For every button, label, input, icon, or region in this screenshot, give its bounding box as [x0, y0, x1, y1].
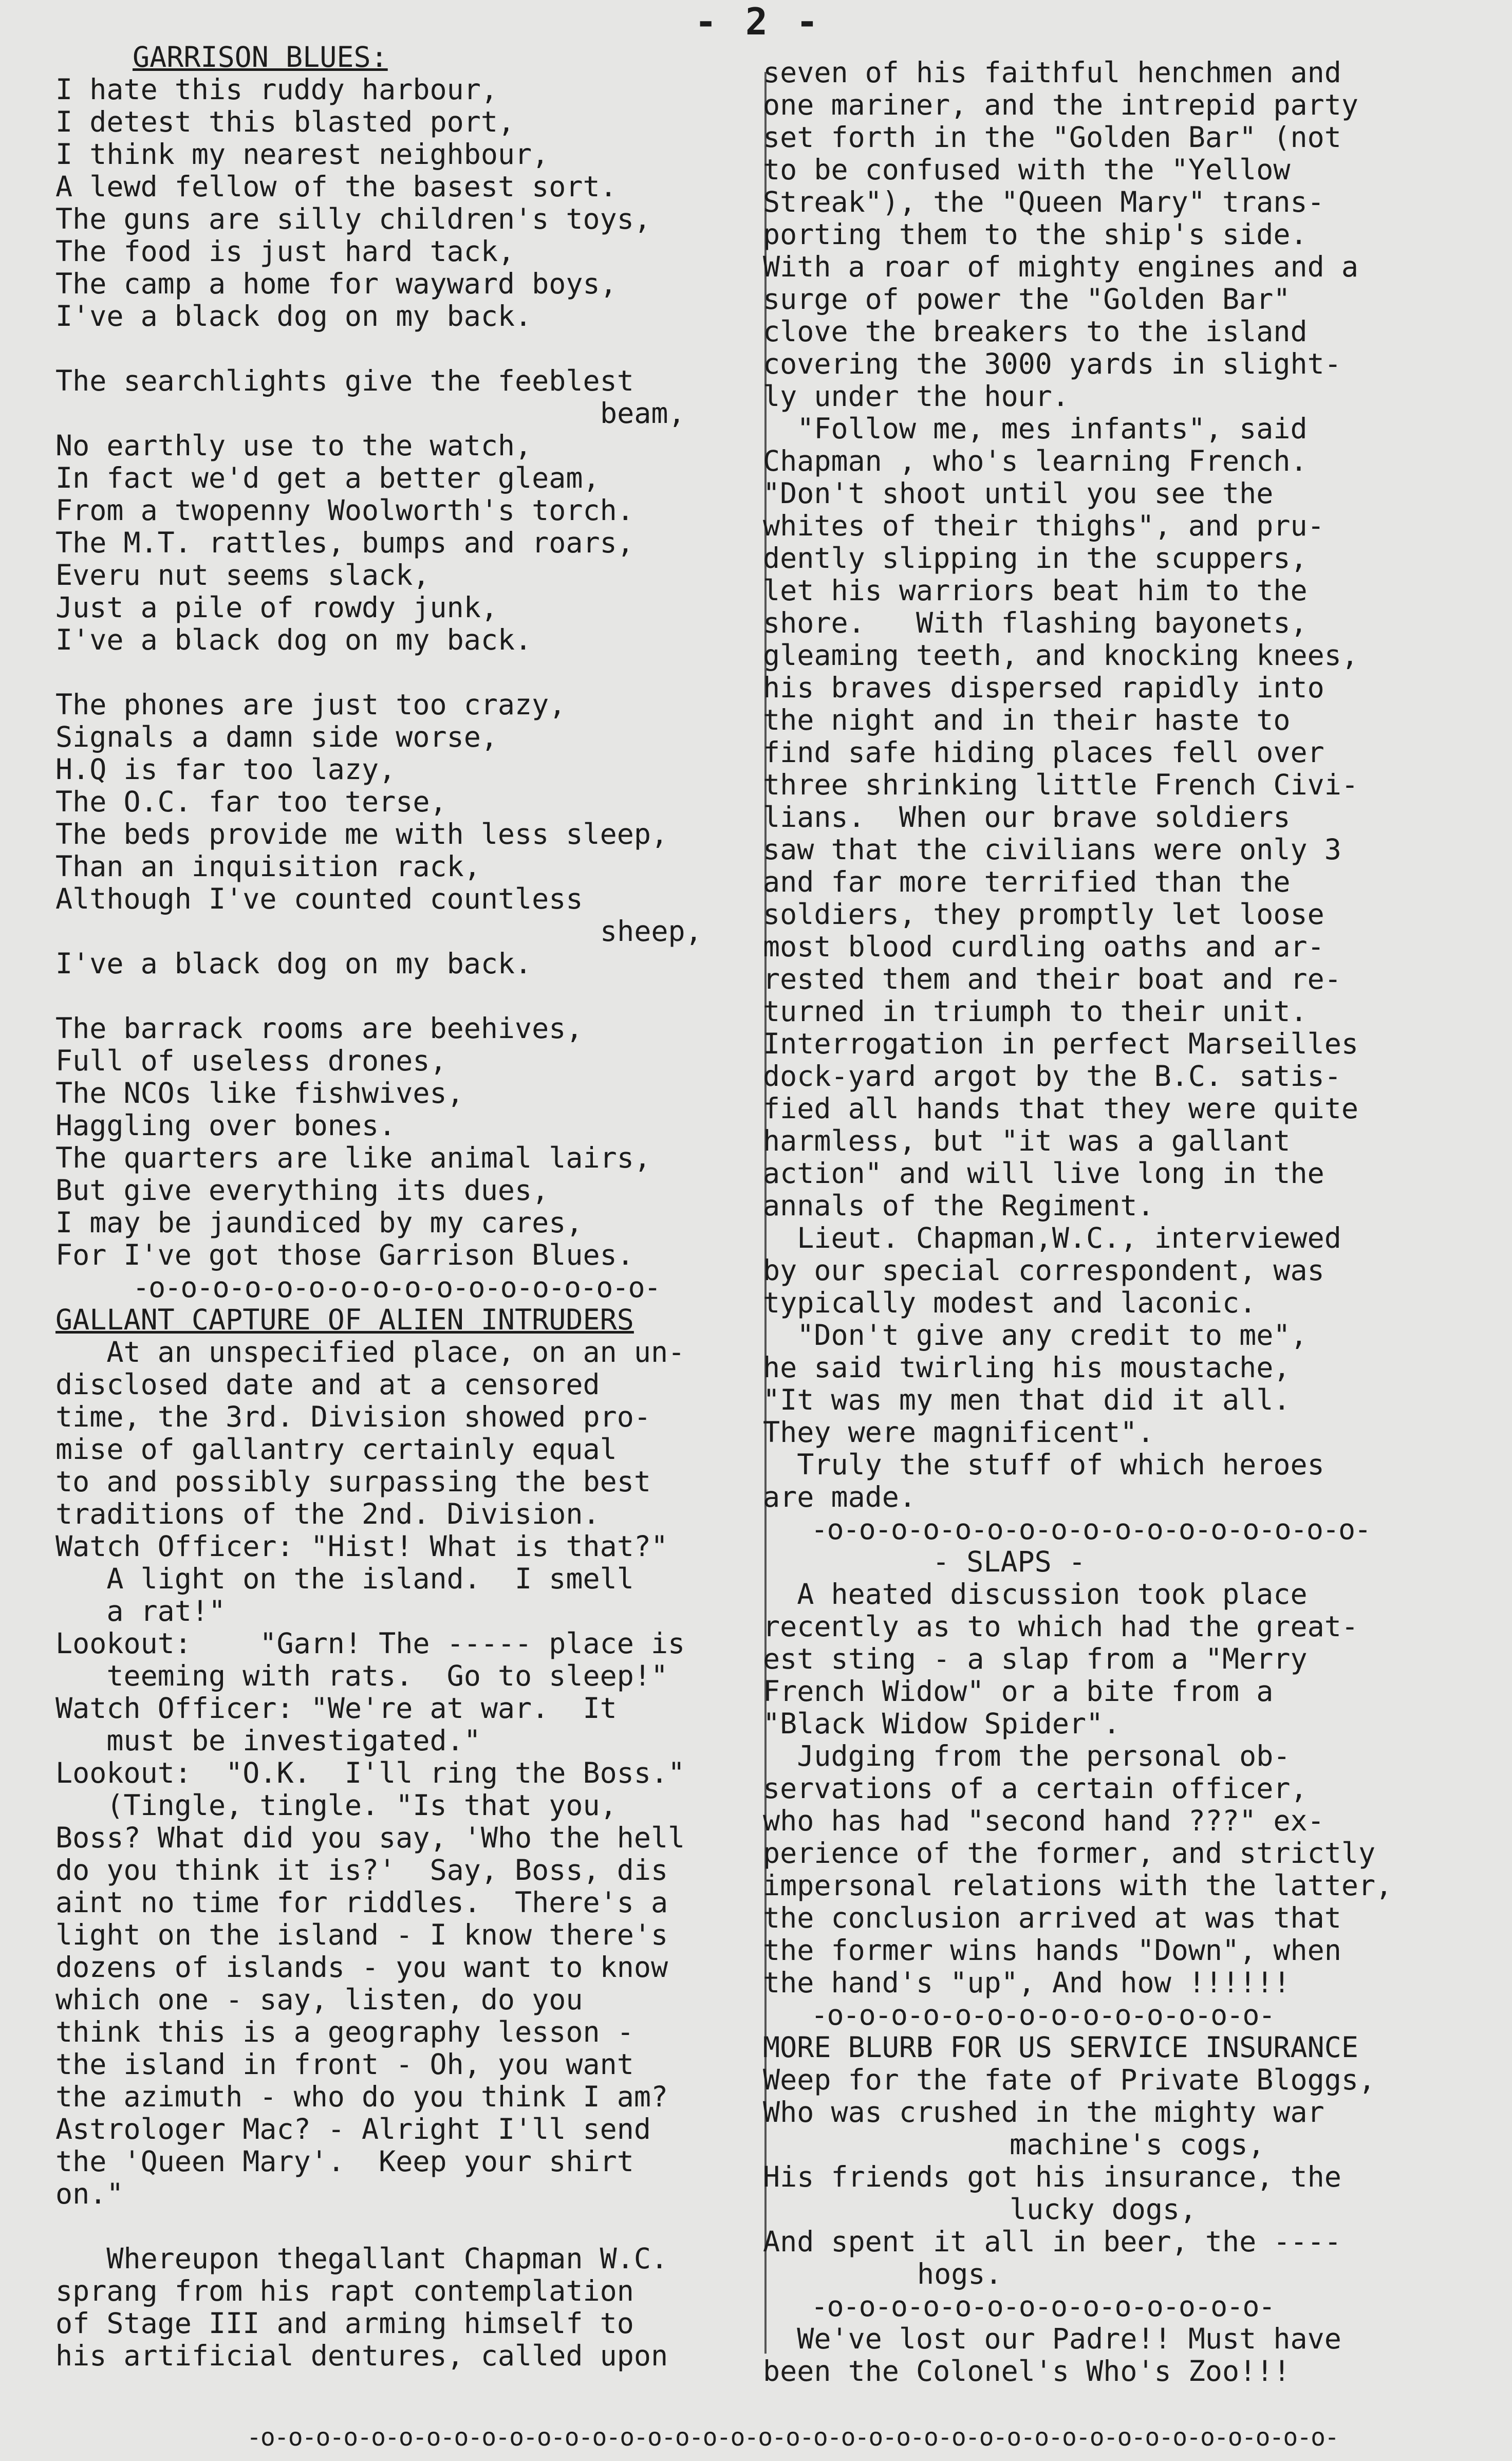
right-column-line: most blood curdling oaths and ar- — [763, 930, 1324, 963]
right-column-line: perience of the former, and strictly — [763, 1837, 1376, 1870]
left-column-line: But give everything its dues, — [55, 1174, 549, 1207]
left-column-line: Everu nut seems slack, — [55, 559, 430, 591]
left-column-line: disclosed date and at a censored — [55, 1368, 600, 1401]
left-column-line: From a twopenny Woolworth's torch. — [55, 494, 634, 527]
right-column-line: been the Colonel's Who's Zoo!!! — [763, 2355, 1291, 2388]
right-column-line: harmless, but "it was a gallant — [763, 1124, 1291, 1157]
left-column-line: Although I've counted countless — [55, 882, 583, 915]
left-column-line: (Tingle, tingle. "Is that you, — [55, 1789, 617, 1822]
left-column-line: do you think it is?' Say, Boss, dis — [55, 1854, 668, 1886]
right-column-line: soldiers, they promptly let loose — [763, 898, 1324, 931]
right-column-line: turned in triumph to their unit. — [763, 995, 1308, 1028]
left-column-line: the 'Queen Mary'. Keep your shirt — [55, 2145, 634, 2178]
page-number: - 2 - — [695, 0, 822, 43]
left-column-line: The searchlights give the feeblest — [55, 364, 634, 397]
right-column-line: who has had "second hand ???" ex- — [763, 1804, 1324, 1837]
left-column-line: I've a black dog on my back. — [55, 947, 532, 980]
right-column-line: clove the breakers to the island — [763, 315, 1308, 348]
right-column-line: With a roar of mighty engines and a — [763, 250, 1358, 283]
left-column-line: sprang from his rapt contemplation — [55, 2274, 634, 2307]
left-column-line: The barrack rooms are beehives, — [55, 1012, 583, 1045]
left-column-line: A light on the island. I smell — [55, 1562, 634, 1595]
left-column-line: I may be jaundiced by my cares, — [55, 1206, 583, 1239]
left-column-line: on." — [55, 2177, 124, 2210]
right-column-line: "Black Widow Spider". — [763, 1707, 1121, 1740]
left-column-line: I hate this ruddy harbour, — [55, 73, 498, 106]
right-column-line: "Follow me, mes infants", said — [763, 412, 1308, 445]
right-column-line: hogs. — [917, 2258, 1002, 2290]
right-column-line: saw that the civilians were only 3 — [763, 833, 1341, 866]
left-column-line: The NCOs like fishwives, — [55, 1077, 464, 1109]
right-column-line: machine's cogs, — [1010, 2128, 1265, 2161]
left-column-line: Watch Officer: "We're at war. It — [55, 1692, 617, 1725]
right-column-line: surge of power the "Golden Bar" — [763, 283, 1291, 316]
right-column-line: the hand's "up", And how !!!!!! — [763, 1966, 1291, 1999]
left-column-line: For I've got those Garrison Blues. — [55, 1238, 634, 1271]
right-column-line: Lieut. Chapman,W.C., interviewed — [763, 1222, 1341, 1254]
right-column-line: And spent it all in beer, the ---- — [763, 2225, 1341, 2258]
right-column-line: MORE BLURB FOR US SERVICE INSURANCE — [763, 2031, 1358, 2064]
left-column-line: the azimuth - who do you think I am? — [55, 2080, 668, 2113]
left-column-line: Whereupon thegallant Chapman W.C. — [55, 2242, 668, 2275]
right-column-line: annals of the Regiment. — [763, 1189, 1154, 1222]
left-column-line: I think my nearest neighbour, — [55, 138, 549, 171]
left-column-line: aint no time for riddles. There's a — [55, 1886, 668, 1919]
left-column-line: I've a black dog on my back. — [55, 623, 532, 656]
right-column-line: Who was crushed in the mighty war — [763, 2096, 1324, 2129]
left-column-line: dozens of islands - you want to know — [55, 1951, 668, 1984]
left-column-line: GALLANT CAPTURE OF ALIEN INTRUDERS — [55, 1303, 634, 1336]
left-column-line: I've a black dog on my back. — [55, 300, 532, 332]
right-column-line: Chapman , who's learning French. — [763, 445, 1308, 477]
left-column-line: The guns are silly children's toys, — [55, 202, 651, 235]
right-column-line: the former wins hands "Down", when — [763, 1934, 1341, 1967]
left-column-line: H.Q is far too lazy, — [55, 753, 396, 786]
left-column-line: GARRISON BLUES: — [133, 41, 388, 73]
right-column — [763, 57, 1482, 2388]
right-column-line: porting them to the ship's side. — [763, 218, 1308, 251]
right-column-line: gleaming teeth, and knocking knees, — [763, 639, 1358, 672]
right-column-line: seven of his faithful henchmen and — [763, 56, 1341, 89]
left-column-line: traditions of the 2nd. Division. — [55, 1497, 600, 1530]
right-column-line: dently slipping in the scuppers, — [763, 542, 1308, 575]
right-column-line: typically modest and laconic. — [763, 1286, 1257, 1319]
left-column-line: teeming with rats. Go to sleep!" — [55, 1659, 668, 1692]
right-column-line: his braves dispersed rapidly into — [763, 671, 1324, 704]
left-column-line: time, the 3rd. Division showed pro- — [55, 1400, 651, 1433]
left-column-line: to and possibly surpassing the best — [55, 1465, 651, 1498]
left-column-line: The beds provide me with less sleep, — [55, 818, 668, 850]
right-column-line: They were magnificent". — [763, 1416, 1154, 1449]
right-column-line: -o-o-o-o-o-o-o-o-o-o-o-o-o-o- — [763, 2290, 1275, 2323]
right-column-line: to be confused with the "Yellow — [763, 153, 1291, 186]
right-column-line: shore. With flashing bayonets, — [763, 606, 1308, 639]
left-column-line — [55, 332, 759, 365]
right-column-line: "Don't shoot until you see the — [763, 477, 1274, 510]
right-column-line: Interrogation in perfect Marseilles — [763, 1027, 1358, 1060]
right-column-line: by our special correspondent, was — [763, 1254, 1324, 1287]
left-column-line — [55, 2210, 759, 2243]
left-column-line: his artificial dentures, called upon — [55, 2339, 668, 2372]
right-column-line: the conclusion arrived at was that — [763, 1901, 1341, 1934]
left-column-line: beam, — [600, 397, 685, 430]
right-column-line: and far more terrified than the — [763, 865, 1291, 898]
right-column-line: find safe hiding places fell over — [763, 736, 1324, 769]
left-column-line: mise of gallantry certainly equal — [55, 1433, 617, 1466]
left-column-line: I detest this blasted port, — [55, 105, 515, 138]
left-column-line: Boss? What did you say, 'Who the hell — [55, 1821, 685, 1854]
right-column-line: A heated discussion took place — [763, 1578, 1308, 1611]
right-column-line: French Widow" or a bite from a — [763, 1675, 1274, 1708]
right-column-line: action" and will live long in the — [763, 1157, 1324, 1190]
right-column-line: rested them and their boat and re- — [763, 963, 1341, 995]
left-column-line: a rat!" — [55, 1595, 226, 1627]
right-column-line: he said twirling his moustache, — [763, 1351, 1291, 1384]
right-column-line: est sting - a slap from a "Merry — [763, 1642, 1308, 1675]
right-column-line: set forth in the "Golden Bar" (not — [763, 121, 1341, 154]
left-column-line: The O.C. far too terse, — [55, 785, 447, 818]
left-column-line: think this is a geography lesson - — [55, 2015, 634, 2048]
right-column-line: Weep for the fate of Private Bloggs, — [763, 2063, 1376, 2096]
left-column-line: Lookout: "O.K. I'll ring the Boss." — [55, 1756, 685, 1789]
left-column-line: The food is just hard tack, — [55, 235, 515, 268]
right-column-line: "Don't give any credit to me", — [763, 1319, 1308, 1352]
left-column-line: Watch Officer: "Hist! What is that?" — [55, 1530, 668, 1563]
right-column-line: whites of their thighs", and pru- — [763, 509, 1324, 542]
left-column-line: of Stage III and arming himself to — [55, 2307, 634, 2340]
right-column-line: lucky dogs, — [1010, 2193, 1197, 2226]
right-column-line: - SLAPS - — [932, 1545, 1086, 1578]
left-column-line: The M.T. rattles, bumps and roars, — [55, 526, 634, 559]
left-column-line — [55, 656, 759, 689]
left-column-line: Full of useless drones, — [55, 1044, 447, 1077]
right-column-line: dock-yard argot by the B.C. satis- — [763, 1060, 1341, 1093]
left-column-line: Astrologer Mac? - Alright I'll send — [55, 2113, 651, 2145]
right-column-line: lians. When our brave soldiers — [763, 801, 1291, 834]
right-column-line: His friends got his insurance, the — [763, 2160, 1341, 2193]
right-column-line: "It was my men that did it all. — [763, 1383, 1291, 1416]
right-column-line: let his warriors beat him to the — [763, 574, 1308, 607]
left-column-line: sheep, — [600, 915, 702, 948]
left-column — [55, 41, 759, 2372]
left-column-line: At an unspecified place, on an un- — [55, 1336, 685, 1368]
right-column-line: the night and in their haste to — [763, 704, 1291, 736]
right-column-line: Judging from the personal ob- — [763, 1740, 1291, 1772]
right-column-line: Truly the stuff of which heroes — [763, 1448, 1324, 1481]
left-column-line: In fact we'd get a better gleam, — [55, 461, 600, 494]
left-column-line: A lewd fellow of the basest sort. — [55, 170, 617, 203]
right-column-line: ly under the hour. — [763, 380, 1070, 413]
left-column-line: -o-o-o-o-o-o-o-o-o-o-o-o-o-o-o-o- — [133, 1271, 660, 1304]
left-column-line: No earthly use to the watch, — [55, 429, 532, 462]
left-column-line: Haggling over bones. — [55, 1109, 396, 1142]
left-column-line — [55, 980, 759, 1012]
right-column-line: one mariner, and the intrepid party — [763, 88, 1358, 121]
left-column-line: Just a pile of rowdy junk, — [55, 591, 498, 624]
bottom-separator: -o-o-o-o-o-o-o-o-o-o-o-o-o-o-o-o-o-o-o-o-o-o-o-o-o-o-o-o-o-o-o-o-o-o-o-o-o-o-o- — [247, 2423, 1338, 2452]
left-column-line: Than an inquisition rack, — [55, 850, 481, 883]
left-column-line: Lookout: "Garn! The ----- place is — [55, 1627, 685, 1660]
left-column-line: Signals a damn side worse, — [55, 720, 498, 753]
right-column-line: three shrinking little French Civi- — [763, 768, 1358, 801]
right-column-line: Streak"), the "Queen Mary" trans- — [763, 186, 1324, 218]
right-column-line: fied all hands that they were quite — [763, 1092, 1358, 1125]
left-column-line: The phones are just too crazy, — [55, 688, 566, 721]
right-column-line: impersonal relations with the latter, — [763, 1869, 1393, 1902]
left-column-line: The quarters are like animal lairs, — [55, 1141, 651, 1174]
right-column-line: -o-o-o-o-o-o-o-o-o-o-o-o-o-o-o-o-o- — [763, 1513, 1371, 1546]
right-column-line: recently as to which had the great- — [763, 1610, 1358, 1643]
right-column-line: We've lost our Padre!! Must have — [763, 2322, 1341, 2355]
right-column-line: covering the 3000 yards in slight- — [763, 347, 1341, 380]
right-column-line: -o-o-o-o-o-o-o-o-o-o-o-o-o-o- — [763, 1999, 1275, 2031]
left-column-line: which one - say, listen, do you — [55, 1983, 583, 2016]
left-column-line: light on the island - I know there's — [55, 1918, 668, 1951]
right-column-line: are made. — [763, 1481, 917, 1513]
left-column-line: the island in front - Oh, you want — [55, 2048, 634, 2081]
right-column-line: servations of a certain officer, — [763, 1772, 1308, 1805]
left-column-line: The camp a home for wayward boys, — [55, 267, 617, 300]
left-column-line: must be investigated." — [55, 1724, 481, 1757]
